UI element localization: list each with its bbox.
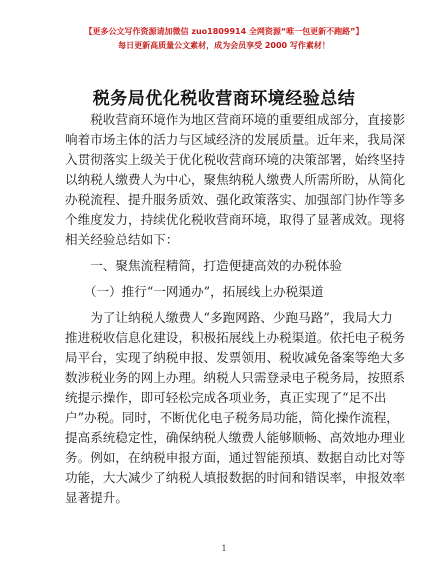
body-line: 显著提升。 — [65, 490, 128, 505]
body-line: 为了让纳税人缴费人“多跑网路、少跑马路”，我局大力 — [65, 310, 393, 325]
promo-banner-line-2: 每日更新高质量公文素材，成为会员享受 2000 写作素材！ — [118, 41, 330, 50]
body-line: 户”办税。同时，不断优化电子税务局功能，简化操作流程， — [65, 410, 399, 425]
body-line: 数涉税业务的网上办理。纳税人只需登录电子税务局，按照系 — [65, 370, 406, 385]
body-line: 局平台，实现了纳税申报、发票领用、税收减免备案等绝大多 — [65, 350, 406, 365]
subsection-heading: （一）推行“一网通办”，拓展线上办税渠道 — [65, 284, 324, 299]
body-line: 响着市场主体的活力与区域经济的发展质量。近年来，我局深 — [65, 132, 406, 147]
promo-banner-line-1: 【更多公文写作资源请加微信 zuo1809914 全网资源“唯一包更新不跑路”】 — [84, 27, 364, 36]
body-line: 务。例如，在纳税申报方面，通过智能预填、数据自动比对等 — [65, 450, 406, 465]
body-line: 入贯彻落实上级关于优化税收营商环境的决策部署，始终坚持 — [65, 152, 406, 167]
page-number: 1 — [221, 544, 227, 553]
body-line: 税收营商环境作为地区营商环境的重要组成部分，直接影 — [65, 112, 406, 127]
body-line: 统提示操作，即可轻松完成各项业务，真正实现了“足不出 — [65, 390, 387, 405]
body-line: 个维度发力，持续优化税收营商环境，取得了显著成效。现将 — [65, 212, 406, 227]
body-line: 功能，大大减少了纳税人填报数据的时间和错误率，申报效率 — [65, 470, 406, 485]
body-line: 提高系统稳定性，确保纳税人缴费人能够顺畅、高效地办理业 — [65, 430, 406, 445]
document-title: 税务局优化税收营商环境经验总结 — [92, 89, 356, 109]
body-line: 推进税收信息化建设，积极拓展线上办税渠道。依托电子税务 — [65, 330, 406, 345]
section-heading: 一、聚焦流程精简，打造便捷高效的办税体验 — [65, 258, 343, 273]
body-line: 相关经验总结如下： — [65, 232, 179, 247]
body-line: 办税流程、提升服务质效、强化政策落实、加强部门协作等多 — [65, 192, 406, 207]
body-line: 以纳税人缴费人为中心，聚焦纳税人缴费人所需所盼，从简化 — [65, 172, 406, 187]
